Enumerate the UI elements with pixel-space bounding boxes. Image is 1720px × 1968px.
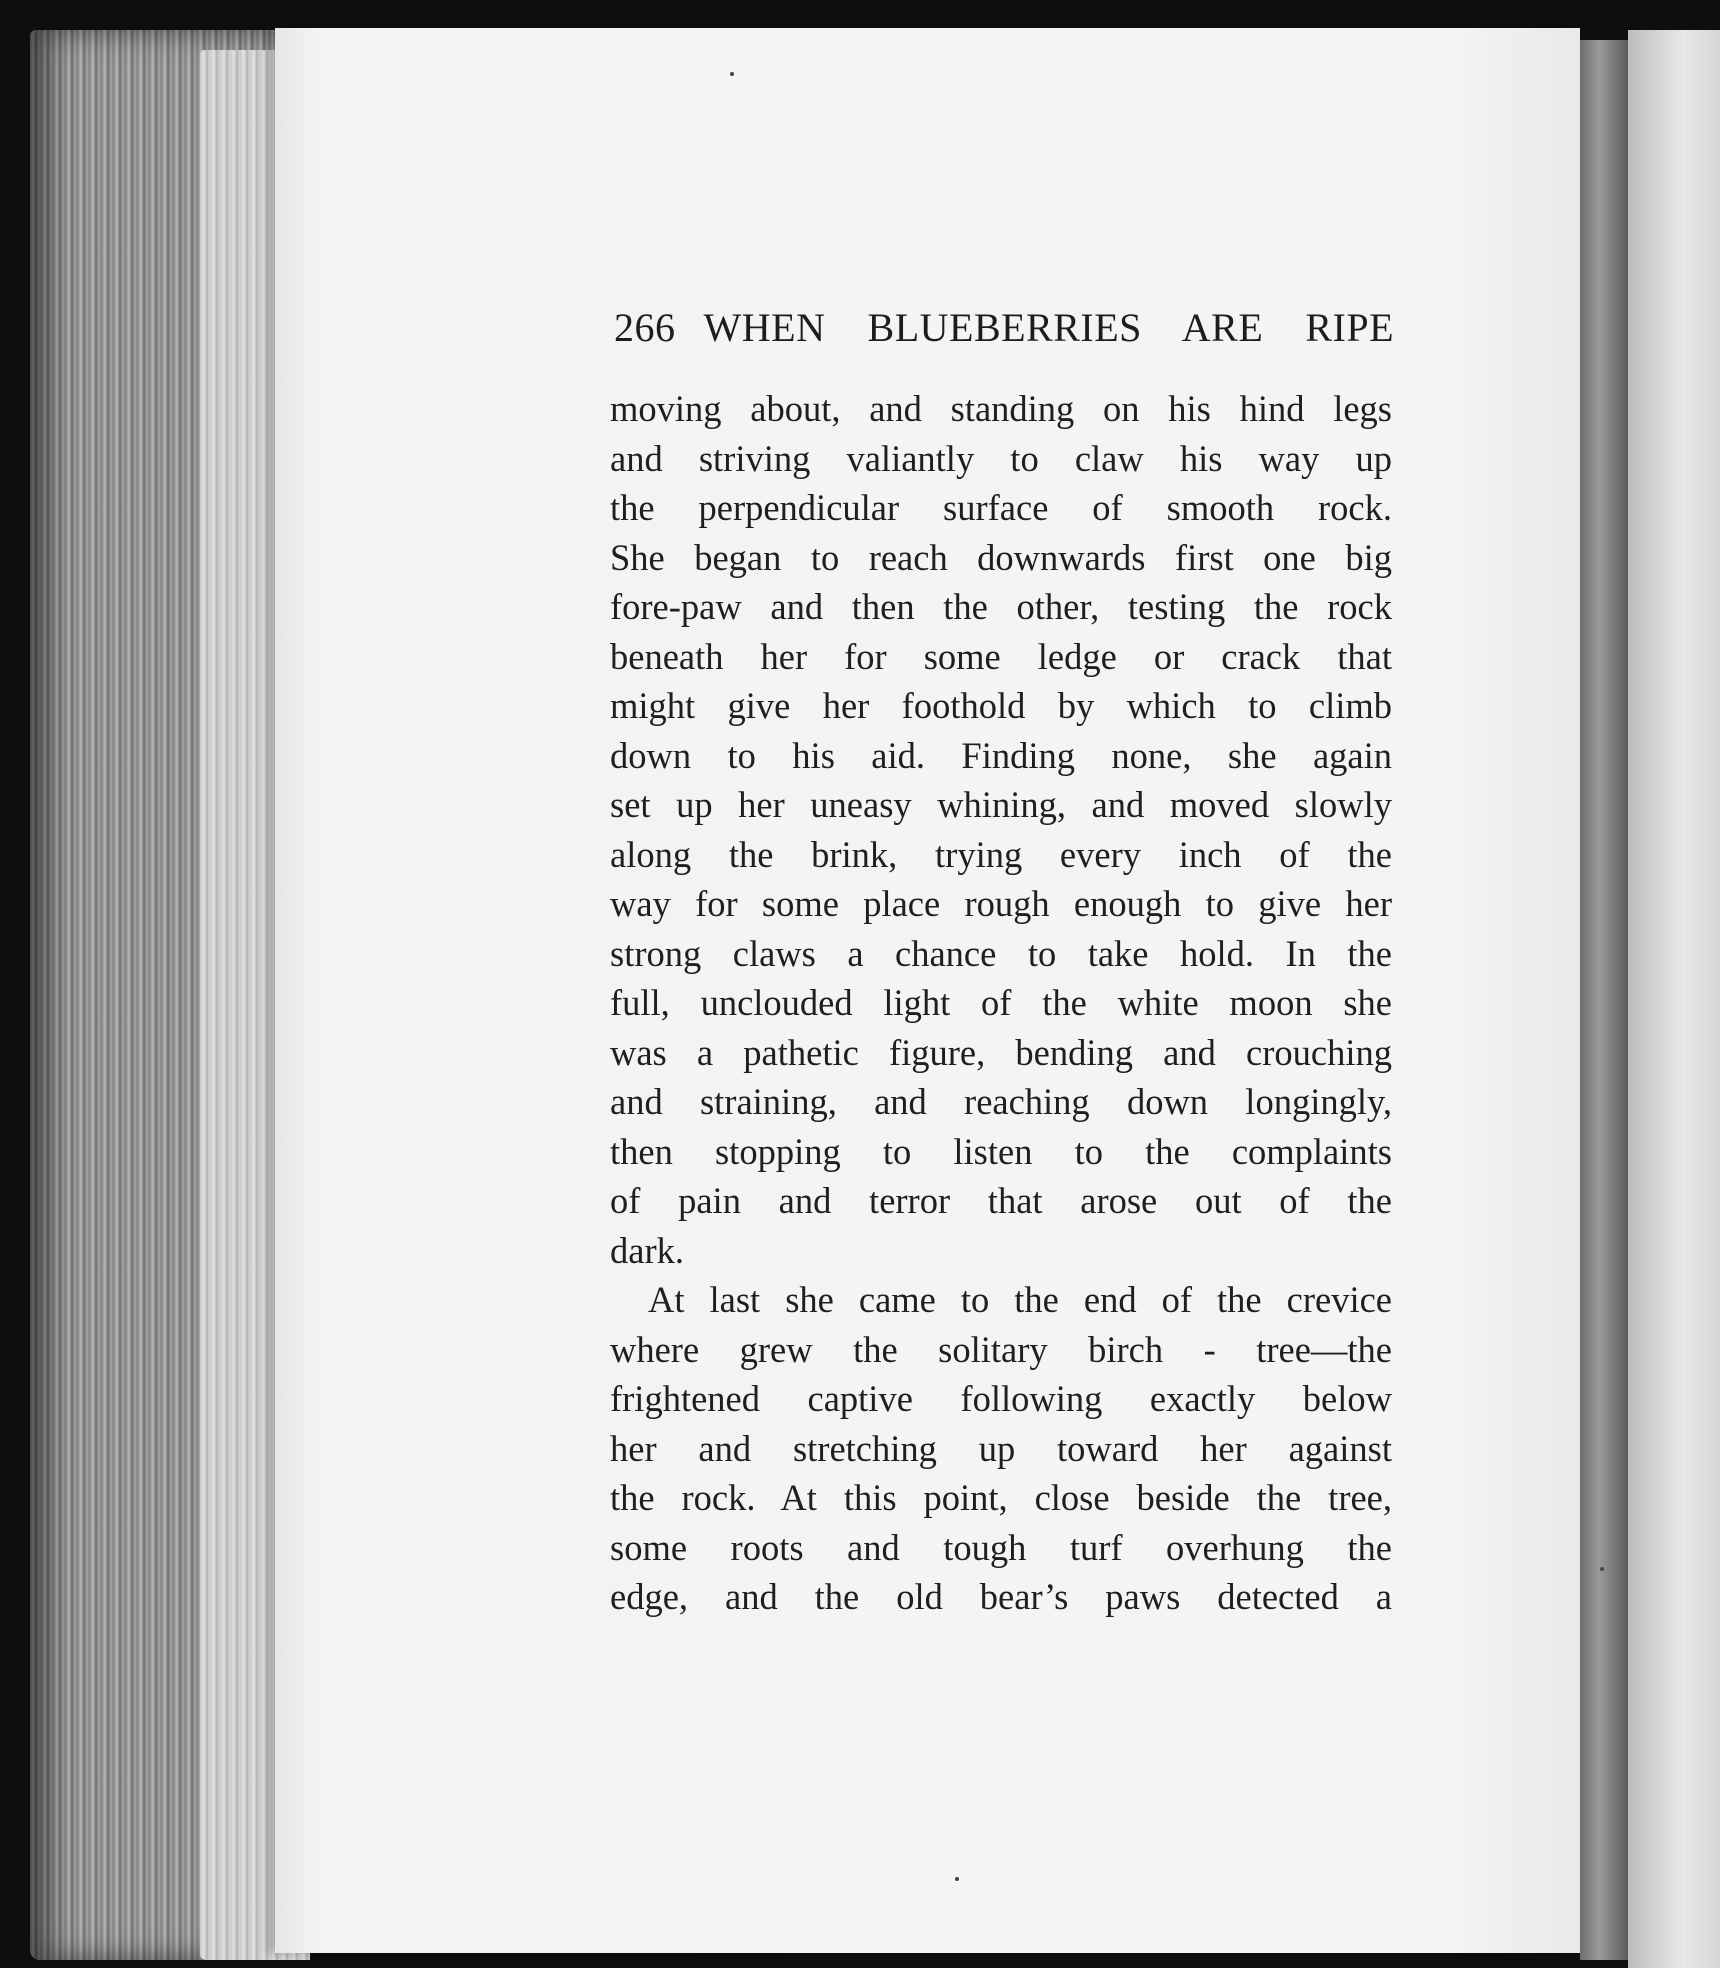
text-line: full, unclouded light of the white moon she bbox=[610, 982, 1392, 1023]
text-line: her and stretching up toward her against bbox=[610, 1427, 1392, 1469]
running-title: WHEN BLUEBERRIES ARE RIPE bbox=[703, 305, 1394, 350]
text-line: set up her uneasy whining, and moved slowly bbox=[610, 784, 1392, 825]
page-stack-edges bbox=[30, 30, 290, 1960]
text-line: the perpendicular surface of smooth rock. bbox=[610, 487, 1392, 528]
text-line: edge, and the old bear’s paws detected a bbox=[610, 1576, 1392, 1617]
text-line: strong claws a chance to take hold. In the bbox=[610, 932, 1392, 974]
text-line: some roots and tough turf overhung the bbox=[610, 1526, 1392, 1568]
running-header bbox=[614, 304, 1394, 351]
text-line: might give her foothold by which to climb bbox=[610, 685, 1392, 726]
text-line: was a pathetic figure, bending and crouching bbox=[610, 1031, 1392, 1073]
text-line: At last she came to the end of the crevice bbox=[648, 1279, 1392, 1320]
text-line: beneath her for some ledge or crack that bbox=[610, 635, 1392, 677]
text-line: fore-paw and then the other, testing the rock bbox=[610, 586, 1392, 627]
text-line: frightened captive following exactly below bbox=[610, 1378, 1392, 1419]
next-page-edge bbox=[1628, 30, 1720, 1968]
paper-speck bbox=[730, 72, 734, 76]
text-line: then stopping to listen to the complaints bbox=[610, 1130, 1392, 1172]
paper-speck bbox=[955, 1877, 959, 1881]
text-line: and striving valiantly to claw his way up bbox=[610, 437, 1392, 479]
text-line: down to his aid. Finding none, she again bbox=[610, 734, 1392, 776]
text-line: along the brink, trying every inch of the bbox=[610, 833, 1392, 875]
text-line: and straining, and reaching down longingly, bbox=[610, 1081, 1392, 1122]
text-line: the rock. At this point, close beside the tree, bbox=[610, 1477, 1392, 1518]
book-gutter bbox=[1580, 40, 1628, 1960]
paper-speck bbox=[1600, 1567, 1604, 1571]
text-line: way for some place rough enough to give her bbox=[610, 883, 1392, 924]
text-line: moving about, and standing on his hind legs bbox=[610, 388, 1392, 429]
text-line: of pain and terror that arose out of the bbox=[610, 1180, 1392, 1221]
text-line: where grew the solitary birch - tree—the bbox=[610, 1328, 1392, 1370]
body-text bbox=[610, 384, 1392, 1622]
page-number: 266 bbox=[614, 305, 676, 350]
text-line: dark. bbox=[610, 1229, 684, 1271]
text-line: She began to reach downwards first one big bbox=[610, 536, 1392, 578]
